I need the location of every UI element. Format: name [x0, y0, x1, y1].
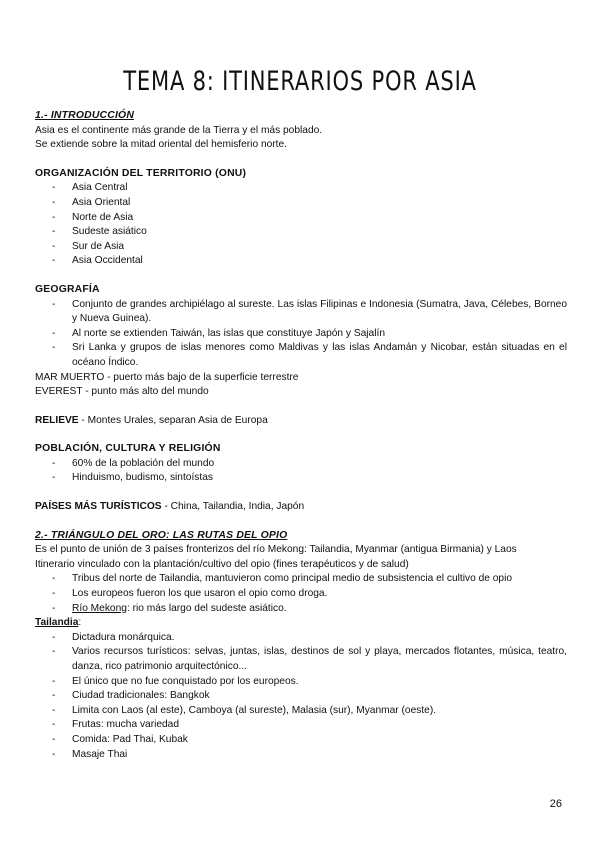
triangulo-line: Itinerario vinculado con la plantación/cultivo del opio (fines terapéuticos y de salud) — [35, 558, 409, 570]
list-item: - 60% de la población del mundo — [35, 457, 567, 472]
tailandia-list — [35, 631, 567, 762]
paises-text: - China, Tailandia, India, Japón — [161, 501, 305, 513]
list-item: - Ciudad tradicionales: Bangkok — [35, 689, 567, 704]
geografia-note: EVEREST - punto más alto del mundo — [35, 386, 209, 398]
list-item — [35, 602, 567, 617]
list-item: - Sudeste asiático — [35, 225, 567, 240]
intro-line: Se extiende sobre la mitad oriental del hemisferio norte. — [35, 139, 287, 151]
paises-heading: PAÍSES MÁS TURÍSTICOS — [35, 501, 162, 513]
triangulo-list — [35, 572, 567, 616]
list-item: - Masaje Thai — [35, 748, 567, 763]
list-item: - Sur de Asia — [35, 240, 567, 255]
list-item: - Norte de Asia — [35, 211, 567, 226]
intro-heading: 1.- INTRODUCCIÓN — [35, 110, 135, 121]
list-item: - Asia Oriental — [35, 196, 567, 211]
tailandia-colon: : — [78, 617, 82, 629]
relieve-heading: RELIEVE — [35, 414, 79, 426]
organizacion-list — [35, 181, 567, 269]
triangulo-heading: 2.- TRIÁNGULO DEL ORO: LAS RUTAS DEL OPIO — [35, 529, 288, 541]
list-item: - Asia Occidental — [35, 254, 567, 269]
list-item: - Asia Central — [35, 181, 567, 196]
poblacion-heading: POBLACIÓN, CULTURA Y RELIGIÓN — [35, 443, 221, 455]
tailandia-heading-line — [35, 616, 567, 631]
intro-line: Asia es el continente más grande de la Tierra y el más poblado. — [35, 124, 323, 136]
list-item: - Los europeos fueron los que usaron el opio como droga. — [35, 587, 567, 602]
list-item: - Varios recursos turísticos: selvas, juntas, islas, destinos de sol y playa, mercados flotantes, música, teatro, danza, rico patrimonio arquitectónico... — [35, 645, 567, 674]
list-item: - Conjunto de grandes archipiélago al sureste. Las islas Filipinas e Indonesia (Sumatra, Java, Célebes, Borneo y Nueva Guinea). — [35, 298, 567, 327]
tailandia-heading: Tailandia — [35, 617, 79, 629]
geografia-note: MAR MUERTO - puerto más bajo de la superficie terrestre — [35, 371, 299, 383]
list-item: - Al norte se extienden Taiwán, las islas que constituye Japón y Sajalín — [35, 327, 567, 342]
triangulo-line: Es el punto de unión de 3 países fronterizos del río Mekong: Tailandia, Myanmar (antigua Birmania) y Laos — [35, 544, 517, 556]
mekong-text: : rio más largo del sudeste asiático. — [126, 602, 287, 614]
poblacion-list — [35, 457, 567, 486]
page-number: 26 — [549, 798, 562, 810]
mekong-label: Río Mekong — [72, 602, 127, 614]
geografia-heading: GEOGRAFÍA — [35, 283, 100, 295]
list-item: - El único que no fue conquistado por los europeos. — [35, 675, 567, 690]
relieve-line — [35, 414, 567, 429]
document-content — [35, 109, 567, 762]
list-item: - Frutas: mucha variedad — [35, 718, 567, 733]
page-title: TEMA 8: ITINERARIOS POR ASIA — [123, 66, 477, 97]
list-item: - Dictadura monárquica. — [35, 631, 567, 646]
geografia-list — [35, 298, 567, 371]
list-item: - Limita con Laos (al este), Camboya (al sureste), Malasia (sur), Myanmar (oeste). — [35, 704, 567, 719]
paises-line — [35, 500, 567, 515]
list-item: - Comida: Pad Thai, Kubak — [35, 733, 567, 748]
list-item: - Hinduismo, budismo, sintoístas — [35, 471, 567, 486]
list-item: - Tribus del norte de Tailandia, mantuvieron como principal medio de subsistencia el cultivo de opio — [35, 572, 567, 587]
relieve-text: - Montes Urales, separan Asia de Europa — [78, 414, 268, 426]
list-item: - Sri Lanka y grupos de islas menores como Maldivas y las islas Andamán y Nicobar, están situadas en el océano Índico. — [35, 341, 567, 370]
organizacion-heading: ORGANIZACIÓN DEL TERRITORIO (ONU) — [35, 167, 247, 179]
